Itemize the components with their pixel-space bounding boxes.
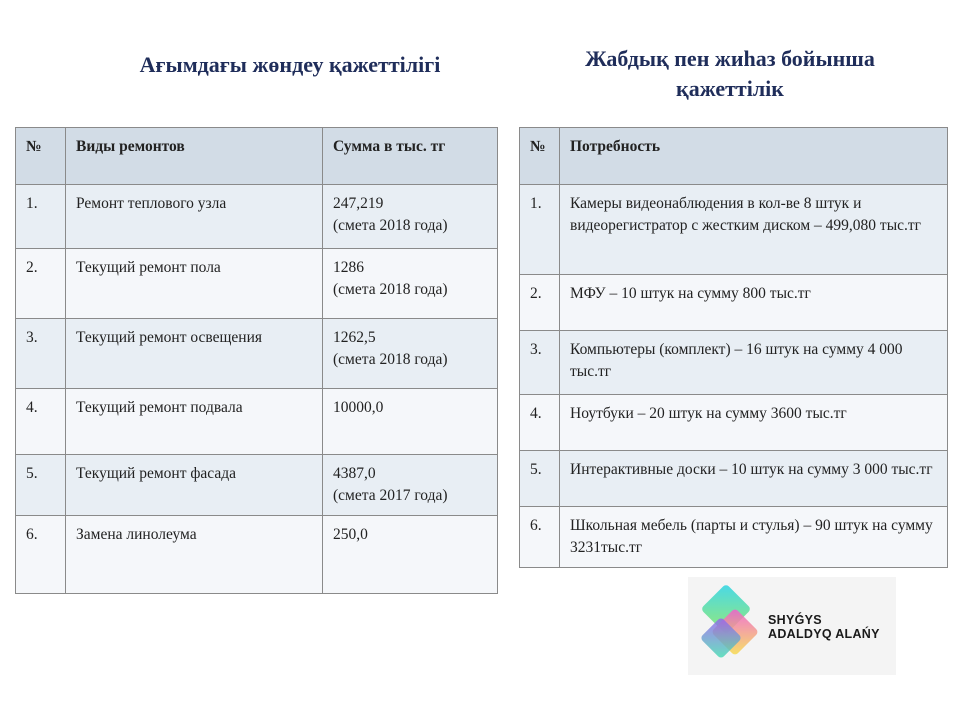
table-row bbox=[520, 395, 948, 451]
row-number: 1. bbox=[520, 185, 560, 275]
repair-name: Текущий ремонт освещения bbox=[66, 319, 323, 389]
logo-mark-icon bbox=[696, 585, 766, 667]
organization-logo bbox=[688, 577, 896, 675]
repair-sum: 1286 bbox=[333, 259, 364, 276]
table-row bbox=[16, 319, 498, 389]
repair-sum-cell bbox=[323, 389, 498, 455]
row-number: 6. bbox=[16, 516, 66, 594]
table-header-row bbox=[16, 128, 498, 185]
repair-name: Текущий ремонт фасада bbox=[66, 455, 323, 516]
row-number: 5. bbox=[16, 455, 66, 516]
logo-text-line1: SHYǴYS bbox=[768, 613, 822, 627]
need-text: Ноутбуки – 20 штук на сумму 3600 тыс.тг bbox=[560, 395, 948, 451]
repair-sum-cell bbox=[323, 249, 498, 319]
table-header-row bbox=[520, 128, 948, 185]
header-number: № bbox=[520, 128, 560, 185]
header-need: Потребность bbox=[560, 128, 948, 185]
repair-name: Текущий ремонт пола bbox=[66, 249, 323, 319]
table-row bbox=[520, 331, 948, 395]
title-current-repairs: Ағымдағы жөндеу қажеттілігі bbox=[139, 52, 441, 77]
equipment-needs-table bbox=[519, 127, 948, 568]
need-text: Интерактивные доски – 10 штук на сумму 3 000 тыс.тг bbox=[560, 451, 948, 507]
row-number: 5. bbox=[520, 451, 560, 507]
title-equipment-line1: Жабдық пен жиһаз бойынша bbox=[585, 46, 875, 71]
header-sum: Сумма в тыс. тг bbox=[323, 128, 498, 185]
row-number: 3. bbox=[16, 319, 66, 389]
repair-name: Текущий ремонт подвала bbox=[66, 389, 323, 455]
table-row bbox=[16, 516, 498, 594]
row-number: 2. bbox=[16, 249, 66, 319]
repair-name: Ремонт теплового узла bbox=[66, 185, 323, 249]
repair-note: (смета 2018 года) bbox=[333, 281, 448, 298]
repair-sum-cell bbox=[323, 455, 498, 516]
row-number: 2. bbox=[520, 275, 560, 331]
row-number: 4. bbox=[16, 389, 66, 455]
table-row bbox=[520, 451, 948, 507]
need-text: Компьютеры (комплект) – 16 штук на сумму 4 000 тыс.тг bbox=[560, 331, 948, 395]
table-row bbox=[520, 275, 948, 331]
repair-note: (смета 2018 года) bbox=[333, 351, 448, 368]
row-number: 1. bbox=[16, 185, 66, 249]
repair-sum: 1262,5 bbox=[333, 329, 376, 346]
repair-note: (смета 2017 года) bbox=[333, 487, 448, 504]
table-row bbox=[16, 455, 498, 516]
need-text: Школьная мебель (парты и стулья) – 90 штук на сумму 3231тыс.тг bbox=[560, 507, 948, 568]
repair-sum: 4387,0 bbox=[333, 465, 376, 482]
table-row bbox=[520, 185, 948, 275]
row-number: 6. bbox=[520, 507, 560, 568]
table-row bbox=[16, 249, 498, 319]
row-number: 3. bbox=[520, 331, 560, 395]
need-text: Камеры видеонаблюдения в кол-ве 8 штук и видеорегистратор с жестким диском – 499,080 тыс.тг bbox=[560, 185, 948, 275]
title-equipment-line2: қажеттілік bbox=[676, 76, 784, 101]
repair-note: (смета 2018 года) bbox=[333, 217, 448, 234]
repair-sum-cell bbox=[323, 516, 498, 594]
repairs-table bbox=[15, 127, 498, 594]
title-equipment-needs bbox=[520, 44, 940, 104]
repair-sum-cell bbox=[323, 185, 498, 249]
header-repair-type: Виды ремонтов bbox=[66, 128, 323, 185]
table-row bbox=[16, 185, 498, 249]
repair-sum: 10000,0 bbox=[333, 399, 384, 416]
repair-sum: 247,219 bbox=[333, 195, 384, 212]
table-row bbox=[520, 507, 948, 568]
repair-sum-cell bbox=[323, 319, 498, 389]
logo-text-line2: ADALDYQ ALAŃY bbox=[768, 627, 880, 641]
repair-name: Замена линолеума bbox=[66, 516, 323, 594]
row-number: 4. bbox=[520, 395, 560, 451]
table-row bbox=[16, 389, 498, 455]
need-text: МФУ – 10 штук на сумму 800 тыс.тг bbox=[560, 275, 948, 331]
header-number: № bbox=[16, 128, 66, 185]
repair-sum: 250,0 bbox=[333, 526, 368, 543]
